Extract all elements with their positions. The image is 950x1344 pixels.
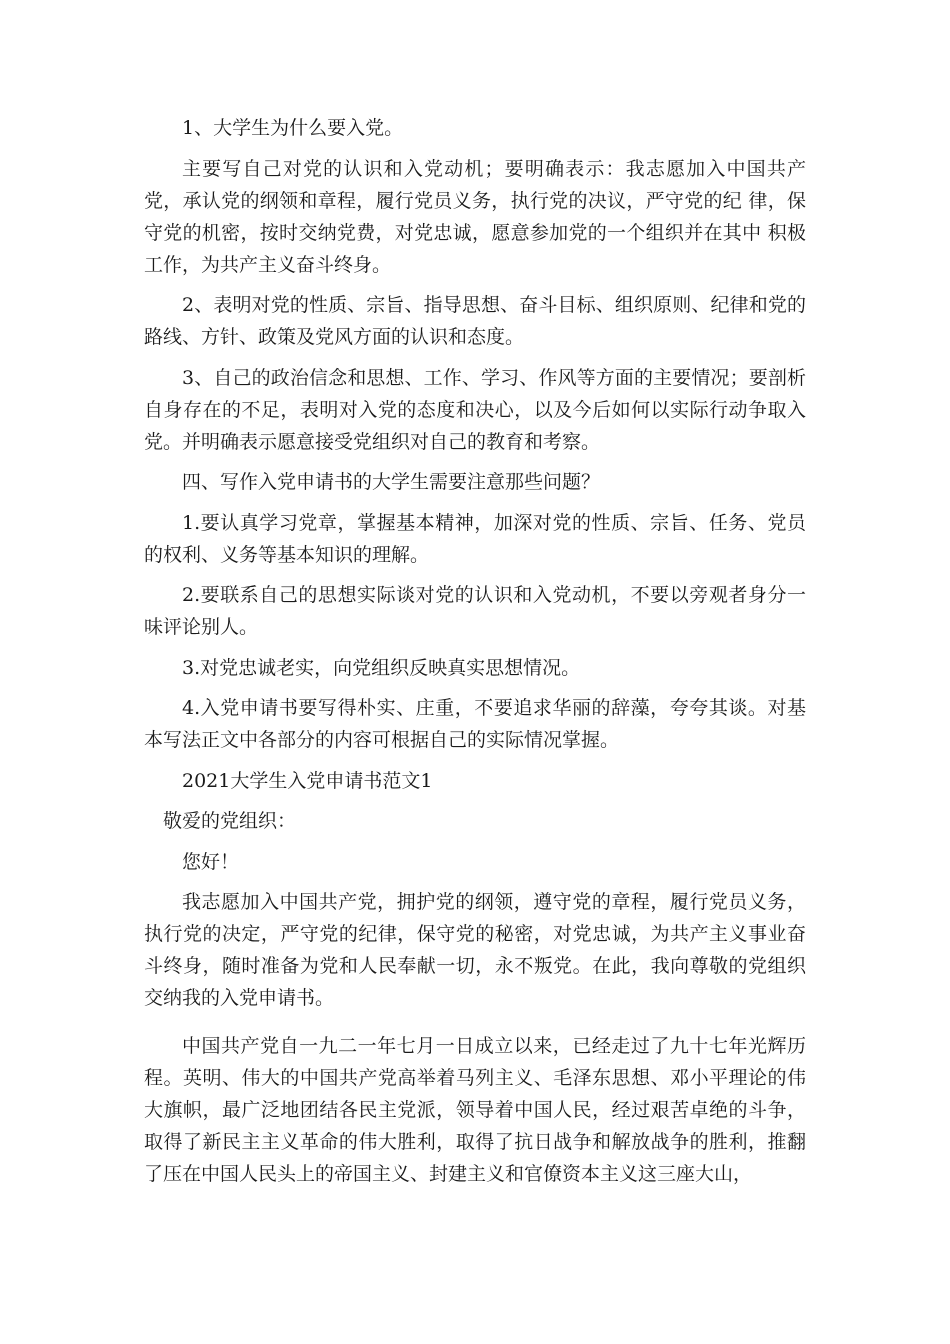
section-heading-notes: 四、写作入党申请书的大学生需要注意那些问题？	[182, 471, 601, 493]
body-paragraph-2: 中国共产党自一九二一年七月一日成立以来，已经走过了九十七年光辉历程。英明、伟大的中国共产党高举着马列主义、毛泽东思想、邓小平理论的伟大旗帜，最广泛地团结各民主党派，领导着中国人民，经过艰苦卓绝的斗争，取得了新民主主义革命的伟大胜利，取得了抗日战争和解放战争的胜利，推翻了压在中国人民头上的帝国主义、封建主义和官僚资本主义这三座大山，	[144, 1035, 806, 1185]
paragraph-why-join: 1、大学生为什么要入党。	[182, 117, 404, 139]
salutation: 敬爱的党组织：	[163, 810, 297, 832]
note-item-3: 3.对党忠诚老实，向党组织反映真实思想情况。	[182, 656, 581, 679]
document-page	[144, 112, 806, 1199]
note-item-4: 4.入党申请书要写得朴实、庄重，不要追求华丽的辞藻，夸夸其谈。对基本写法正文中各部分的内容可根据自己的实际情况掌握。	[144, 697, 806, 751]
paragraph-party-nature: 2、表明对党的性质、宗旨、指导思想、奋斗目标、组织原则、纪律和党的路线、方针、政策及党风方面的认识和态度。	[144, 294, 806, 348]
greeting: 您好！	[182, 850, 240, 873]
sample-title: 2021大学生入党申请书范文1	[182, 769, 433, 792]
paragraph-motivation: 主要写自己对党的认识和入党动机；要明确表示：我志愿加入中国共产党，承认党的纲领和章程，履行党员义务，执行党的决议，严守党的纪 律，保守党的机密，按时交纳党费，对党忠诚，愿意参加党的一个组织并在其中 积极工作，为共产主义奋斗终身。	[144, 157, 806, 276]
body-paragraph-1: 我志愿加入中国共产党，拥护党的纲领，遵守党的章程，履行党员义务，执行党的决定，严守党的纪律，保守党的秘密，对党忠诚，为共产主义事业奋斗终身，随时准备为党和人民奉献一切，永不叛党。在此，我向尊敬的党组织交纳我的入党申请书。	[144, 891, 806, 1009]
paragraph-personal-situation: 3、自己的政治信念和思想、工作、学习、作风等方面的主要情况；要剖析自身存在的不足，表明对入党的态度和决心，以及今后如何以实际行动争取入党。并明确表示愿意接受党组织对自己的教育和考察。	[144, 366, 806, 453]
note-item-2: 2.要联系自己的思想实际谈对党的认识和入党动机，不要以旁观者身分一味评论别人。	[144, 584, 806, 638]
note-item-1: 1.要认真学习党章，掌握基本精神，加深对党的性质、宗旨、任务、党员的权利、义务等基本知识的理解。	[144, 511, 806, 566]
